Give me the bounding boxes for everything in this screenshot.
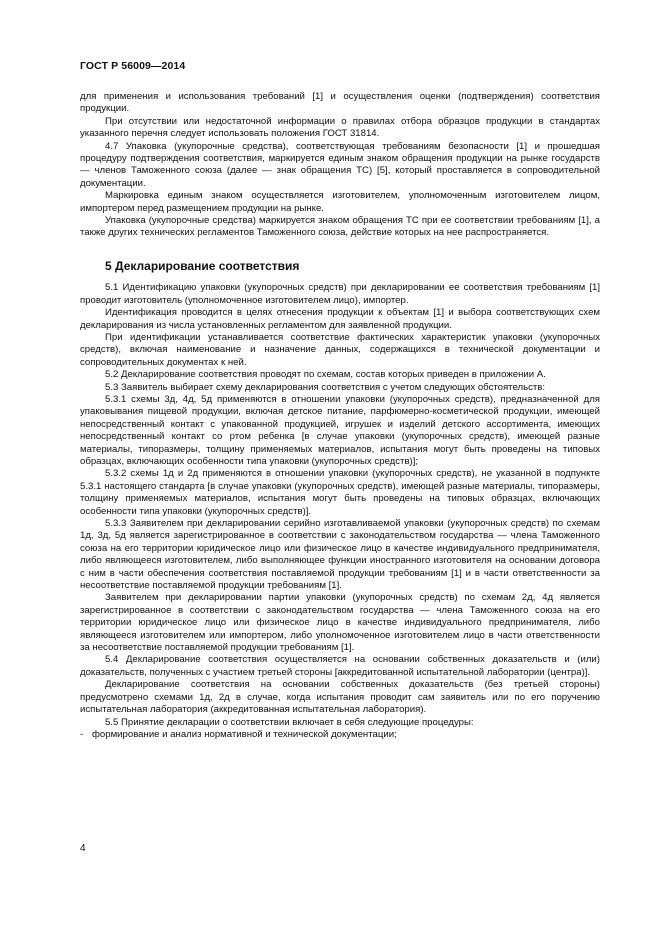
paragraph: Заявителем при декларировании партии упаковки (укупорочных средств) по схемам 2д, 4д является зарегистрированное в соответствии с законодательством государства — члена Таможенного союза на его территории юридическое лицо или физическое лицо в качестве индивидуального предпринимателя, либо являющееся изготовителем или импортером, либо уполномоченное изготовителем лицо в части ответственности за несоответствие поставляемой продукции требованиям [1]. xyxy=(80,592,600,654)
paragraph: При идентификации устанавливается соответствие фактических характеристик упаковки (укупорочных средств), включая наименование и назначение данных, содержащихся в технической документации и сопроводительных документах к ней. xyxy=(80,331,600,368)
paragraph: 5.3.2 схемы 1д и 2д применяются в отношении упаковки (укупорочных средств), не указанной в подпункте 5.3.1 настоящего стандарта [в случае упаковки (укупорочных средств), имеющей разные материалы, типоразмеры, толщину применяемых материалов, испытания могут быть проведены на типовых образцах, включающих особенности типа упаковки (укупорочных средств)]. xyxy=(80,468,600,517)
paragraph: Декларирование соответствия на основании собственных доказательств (без третьей стороны) предусмотрено схемами 1д, 2д в случае, когда испытания проводит сам заявитель или по его поручению испытательная лаборатория (аккредитованная испытательная лаборатория). xyxy=(80,679,600,716)
paragraph: При отсутствии или недостаточной информации о правилах отбора образцов продукции в стандартах указанного перечня следует использовать положения ГОСТ 31814. xyxy=(80,115,600,140)
document-header: ГОСТ Р 56009—2014 xyxy=(80,60,186,72)
paragraph: 5.4 Декларирование соответствия осуществляется на основании собственных доказательств и (или) доказательств, полученных с участием третьей стороны [аккредитованной испытательной лаборатории (центра)]. xyxy=(80,654,600,678)
paragraph: 5.3 Заявитель выбирает схему декларирования соответствия с учетом следующих обстоятельств: xyxy=(105,381,546,393)
paragraph: Маркировка единым знаком осуществляется изготовителем, уполномоченным изготовителем лицом, импортером перед размещением продукции на рынке. xyxy=(80,190,600,214)
paragraph: Идентификация проводится в целях отнесения продукции к объектам [1] и выбора соответствующих схем декларирования из числа установленных регламентом для заявленной продукции. xyxy=(80,307,600,331)
paragraph: 5.2 Декларирование соответствия проводят по схемам, состав которых приведен в приложении А. xyxy=(105,369,546,381)
paragraph: 5.3.1 схемы 3д, 4д, 5д применяются в отношении упаковки (укупорочных средств), предназначенной для упаковывания пищевой продукции, включая детское питание, парфюмерно-косметической продукции, имеющей непосредственный контакт с упакованной продукцией, игрушек и изделий детского ассортимента, имеющих непосредственный контакт со ртом ребенка [в случае упаковки (укупорочных средств), имеющей разные материалы, типоразмеры, толщину применяемых материалов, испытания могут быть проведены на типовых образцах, включающих особенности типа упаковки (укупорочных средств)]; xyxy=(80,393,600,467)
list-dash: - xyxy=(80,728,84,740)
paragraph: Упаковка (укупорочные средства) маркируется знаком обращения ТС при ее соответствии требованиям [1], а также других технических регламентов Таможенного союза, действие которых на нее распространяется. xyxy=(80,215,600,239)
list-item-text: формирование и анализ нормативной и технической документации; xyxy=(92,728,397,740)
paragraph: для применения и использования требований [1] и осуществления оценки (подтверждения) соответствия продукции. xyxy=(80,91,600,115)
document-body xyxy=(80,91,600,741)
section-title: 5 Декларирование соответствия xyxy=(105,258,300,273)
paragraph: 5.3.3 Заявителем при декларировании серийно изготавливаемой упаковки (укупорочных средств) по схемам 1д, 3д, 5д является зарегистрированное в соответствии с законодательством государства — члена Таможенного союза на его территории юридическое лицо или физическое лицо в качестве индивидуального предпринимателя, либо являющееся изготовителем, либо выполняющее функции иностранного изготовителя на основании договора с ним в части обеспечения соответствия поставляемой продукции требованиям [1] и в части ответственности за несоответствие поставляемой продукции требованиям [1]. xyxy=(80,518,600,592)
paragraph: 4.7 Упаковка (укупорочные средства), соответствующая требованиям безопасности [1] и прошедшая процедуру подтверждения соответствия, маркируется единым знаком обращения продукции на рынке государств — членов Таможенного союза (далее — знак обращения ТС) [5], который проставляется в сопроводительной документации. xyxy=(80,140,600,189)
list-item xyxy=(80,729,600,741)
paragraph: 5.1 Идентификацию упаковки (укупорочных средств) при декларировании ее соответствия требованиям [1] проводит изготовитель (уполномоченное изготовителем лицо), импортер. xyxy=(80,282,600,306)
paragraph: 5.5 Принятие декларации о соответствии включает в себя следующие процедуры: xyxy=(105,716,474,728)
page-number: 4 xyxy=(80,843,86,854)
